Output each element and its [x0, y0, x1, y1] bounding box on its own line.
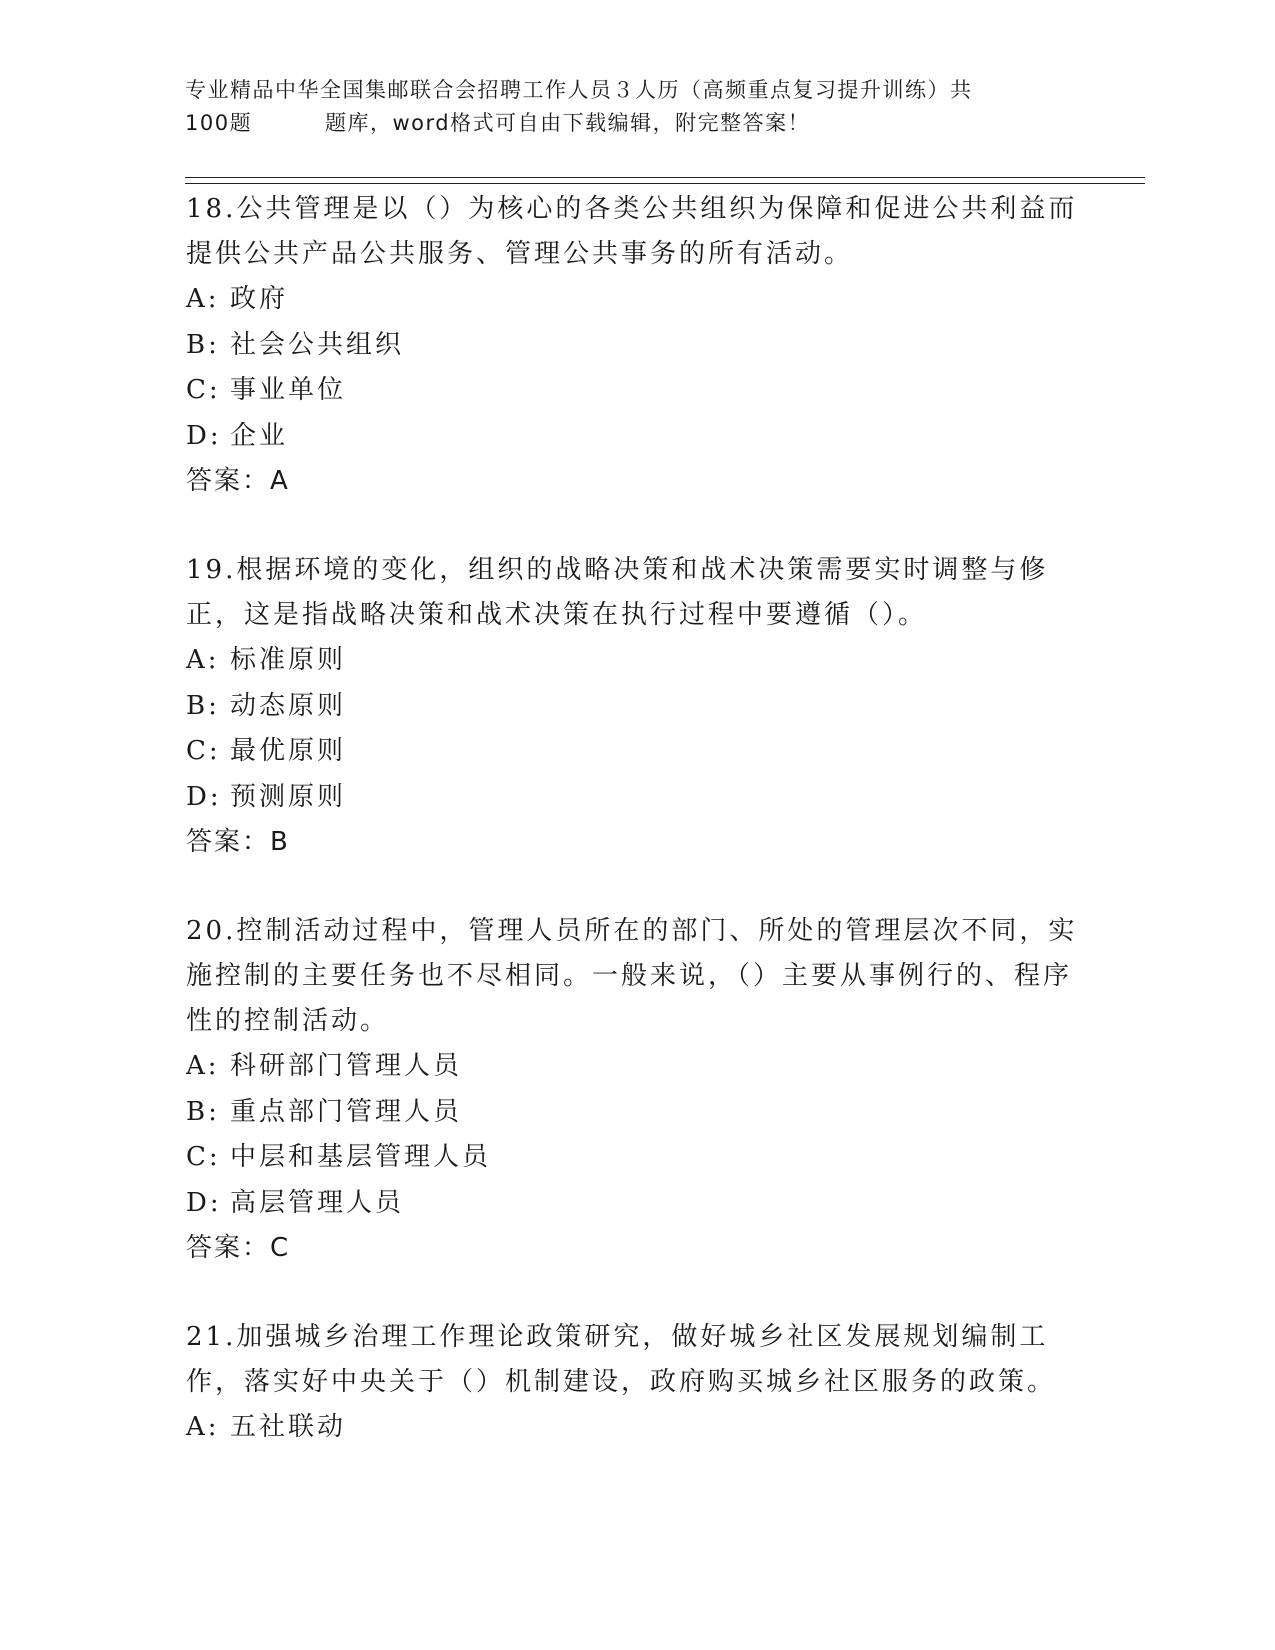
option-key: B: — [186, 690, 220, 721]
question-21 — [186, 1315, 1086, 1451]
option-key: D: — [186, 1187, 222, 1218]
option-text: 政府 — [230, 284, 289, 314]
option-a — [186, 1405, 1086, 1451]
question-19 — [186, 548, 1086, 865]
option-text: 动态原则 — [230, 690, 347, 721]
option-text: 社会公共组织 — [230, 329, 405, 360]
option-text: 五社联动 — [230, 1412, 347, 1442]
question-20 — [186, 909, 1086, 1271]
option-c — [186, 368, 1086, 414]
option-key: C: — [186, 375, 221, 405]
answer: 答案：B — [186, 827, 290, 857]
option-key: D: — [186, 781, 222, 812]
question-stem: 21.加强城乡治理工作理论政策研究，做好城乡社区发展规划编制工作，落实好中央关于（）机制建设，政府购买城乡社区服务的政策。 — [186, 1322, 1057, 1397]
option-key: D: — [186, 420, 222, 451]
option-text: 事业单位 — [230, 375, 347, 405]
option-d — [186, 775, 1086, 821]
document-header — [185, 74, 1065, 140]
option-text: 高层管理人员 — [230, 1187, 405, 1218]
option-key: C: — [186, 736, 221, 766]
option-key: A: — [186, 645, 220, 675]
header-title-line1: 专业精品中华全国集邮联合会招聘工作人员３人历（高频重点复习提升训练）共 — [185, 78, 973, 102]
option-b — [186, 1090, 1086, 1136]
question-stem: 18.公共管理是以（）为核心的各类公共组织为保障和促进公共利益而提供公共产品公共服务、管理公共事务的所有活动。 — [186, 194, 1078, 269]
option-a — [186, 277, 1086, 323]
question-18 — [186, 187, 1086, 504]
answer: 答案：C — [186, 1233, 291, 1263]
option-key: A: — [186, 1051, 220, 1081]
header-question-count: 100题 — [185, 111, 253, 135]
answer: 答案：A — [186, 466, 290, 496]
option-text: 科研部门管理人员 — [230, 1051, 463, 1081]
option-key: A: — [186, 284, 220, 314]
option-key: C: — [186, 1142, 221, 1172]
question-stem: 20.控制活动过程中，管理人员所在的部门、所处的管理层次不同，实施控制的主要任务也不尽相同。一般来说，（）主要从事例行的、程序性的控制活动。 — [186, 916, 1078, 1036]
option-b — [186, 684, 1086, 730]
option-text: 预测原则 — [230, 781, 347, 812]
option-c — [186, 1135, 1086, 1181]
option-a — [186, 1044, 1086, 1090]
option-c — [186, 729, 1086, 775]
option-d — [186, 1181, 1086, 1227]
header-subtitle: 题库，word格式可自由下载编辑，附完整答案！ — [325, 111, 811, 135]
option-text: 重点部门管理人员 — [230, 1096, 463, 1127]
option-d — [186, 414, 1086, 460]
option-a — [186, 638, 1086, 684]
option-key: B: — [186, 1096, 220, 1127]
option-text: 标准原则 — [230, 645, 347, 675]
option-key: B: — [186, 329, 220, 360]
header-divider-top — [185, 177, 1145, 178]
header-divider-bottom — [185, 183, 1145, 184]
option-text: 企业 — [230, 420, 289, 451]
header-title-line2 — [185, 107, 1065, 140]
option-text: 最优原则 — [230, 736, 347, 766]
option-text: 中层和基层管理人员 — [230, 1142, 492, 1172]
option-b — [186, 323, 1086, 369]
question-stem: 19.根据环境的变化，组织的战略决策和战术决策需要实时调整与修正，这是指战略决策和战术决策在执行过程中要遵循（）。 — [186, 555, 1049, 630]
option-key: A: — [186, 1412, 220, 1442]
